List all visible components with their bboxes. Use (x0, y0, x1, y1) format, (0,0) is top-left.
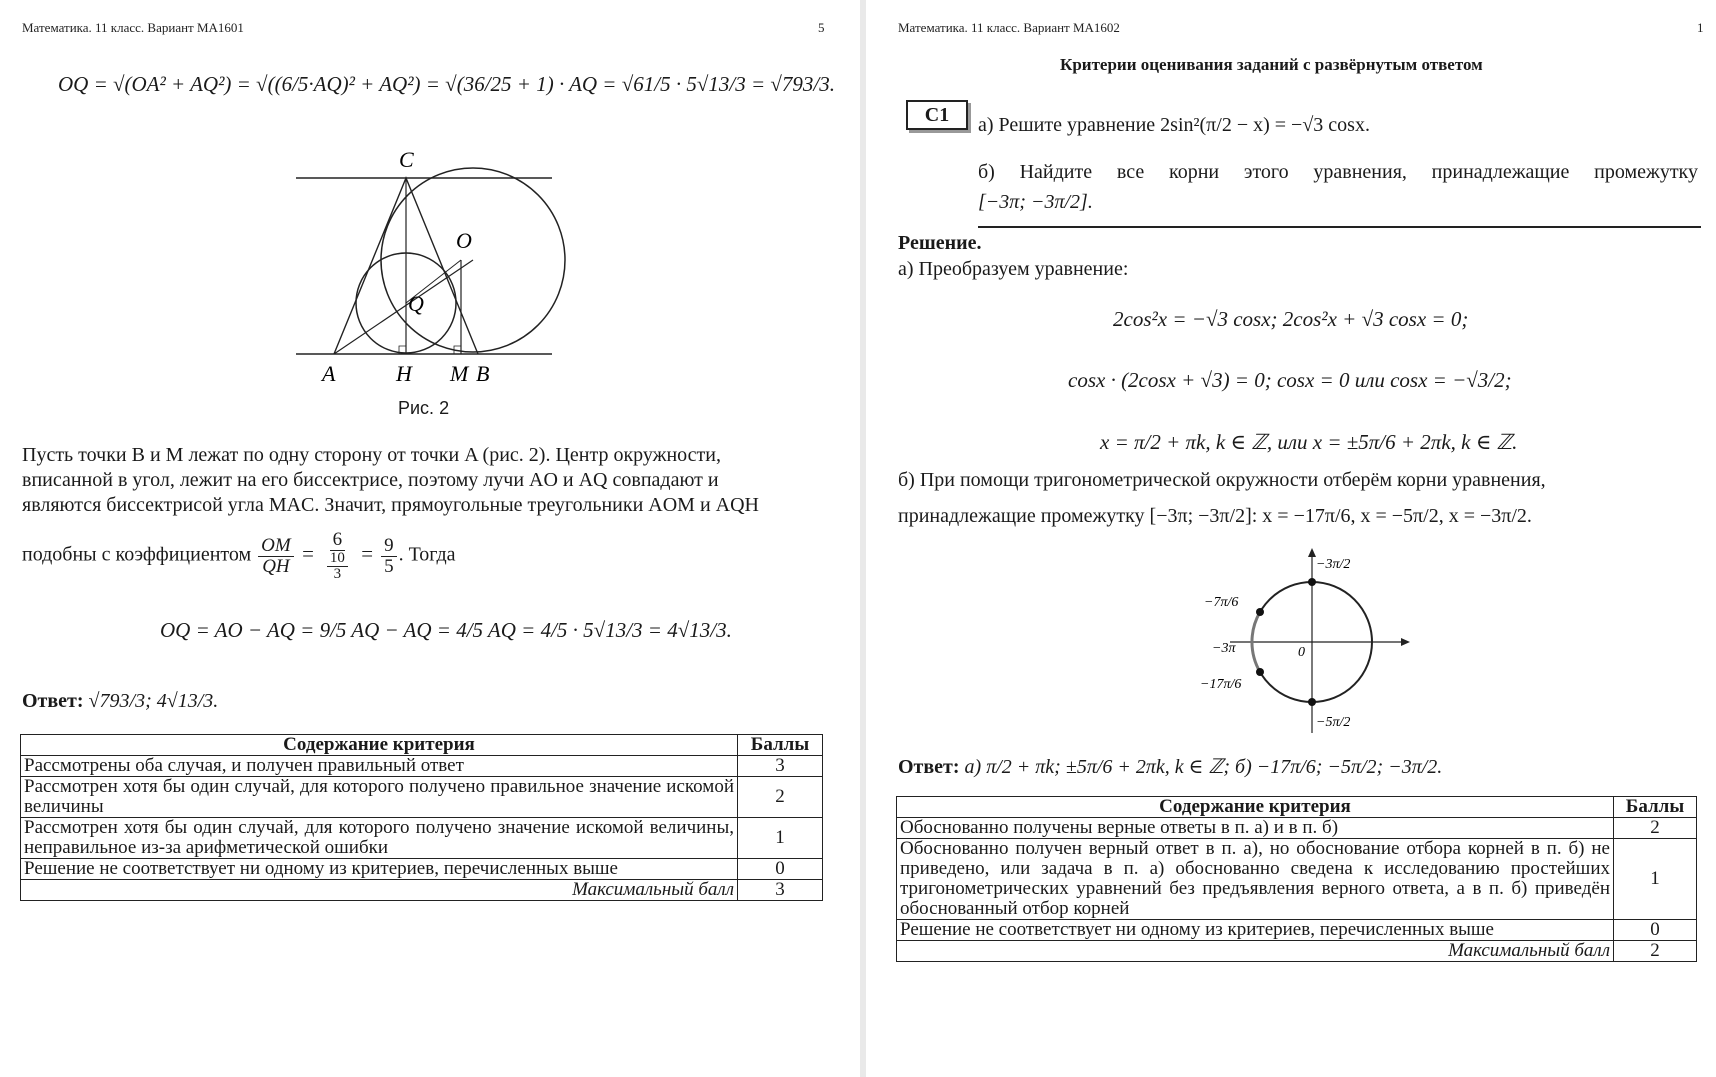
solution-a: а) Преобразуем уравнение: (898, 258, 1129, 280)
paragraph-line-3: являются биссектрисой угла MAC. Значит, прямоугольные треугольники AOM и AQH (22, 494, 759, 516)
criterion-text: Решение не соответствует ни одному из критериев, перечисленных выше (21, 859, 738, 880)
left-answer-label: Ответ: (22, 690, 84, 712)
max-score-label: Максимальный балл (897, 941, 1614, 962)
paragraph-line-2: вписанной в угол, лежит на его биссектрисе, поэтому лучи AO и AQ совпадают и (22, 469, 719, 491)
label-q: Q (408, 291, 424, 316)
left-answer-value: √793/3; 4√13/3. (88, 690, 219, 712)
table-row (897, 818, 1697, 839)
max-score-label: Максимальный балл (21, 880, 738, 901)
criterion-points: 2 (1614, 818, 1697, 839)
criterion-text: Обоснованно получен верный ответ в п. а), но обоснование отбора корней в п. б) не приведено, или задача в п. а) обоснованно сведена к исследованию простейших тригонометрических уравнений без предъявления верного ответа, а в п. б) приведён обоснованный отбор корней (897, 839, 1614, 920)
table-row (21, 859, 823, 880)
max-score-value: 3 (738, 880, 823, 901)
paragraph-line-4: подобны с коэффициентом $\frac{OM}{QH}$ = $\frac{6}{\frac{10}{3}}$ = $\frac{9}{5}$ . Тогда (22, 529, 456, 582)
equation-3: x = π/2 + πk, k ∈ ℤ, или x = ±5π/6 + 2πk, k ∈ ℤ. (1100, 430, 1518, 454)
label-minus-3pi: −3π (1212, 641, 1236, 656)
x-axis-arrow (1401, 638, 1410, 646)
label-o: O (456, 228, 472, 253)
task-b-line-1: б) Найдите все корни этого уравнения, принадлежащие промежутку (978, 161, 1698, 183)
oq-second-formula: OQ = AO − AQ = 9/5 AQ − AQ = 4/5 AQ = 4/5 · 5√13/3 = 4√13/3. (160, 618, 732, 642)
equation-1: 2cos²x = −√3 cosx; 2cos²x + √3 cosx = 0; (1113, 307, 1469, 331)
paragraph-line-1: Пусть точки B и M лежат по одну сторону от точки A (рис. 2). Центр окружности, (22, 444, 721, 466)
label-minus-3pi-2: −3π/2 (1316, 557, 1351, 572)
solution-b-line-2: принадлежащие промежутку [−3π; −3π/2]: x = −17π/6, x = −5π/2, x = −3π/2. (898, 505, 1532, 527)
figure-2 (290, 140, 570, 395)
criterion-points: 2 (738, 777, 823, 818)
label-b: B (476, 361, 490, 386)
criterion-points: 1 (1614, 839, 1697, 920)
criterion-text: Рассмотрен хотя бы один случай, для которого получено правильное значение искомой величины (21, 777, 738, 818)
left-table-header-points: Баллы (738, 735, 823, 756)
equation-2: cosx · (2cosx + √3) = 0; cosx = 0 или cosx = −√3/2; (1068, 368, 1512, 392)
left-criteria-table (20, 734, 823, 901)
task-b-line-2: [−3π; −3π/2]. (978, 191, 1093, 213)
bisector-ao (334, 260, 473, 354)
table-row (897, 920, 1697, 941)
criteria-title: Критерии оценивания заданий с развёрнутым ответом (1060, 55, 1483, 74)
ratio-rhs: $\frac{9}{5}$ (381, 536, 397, 577)
criterion-points: 0 (1614, 920, 1697, 941)
right-table-header-criteria: Содержание критерия (897, 797, 1614, 818)
criterion-text: Обоснованно получены верные ответы в п. а) и в п. б) (897, 818, 1614, 839)
label-h: H (396, 361, 412, 386)
left-answer (22, 689, 218, 713)
solution-label: Решение. (898, 232, 982, 254)
label-minus-5pi-2: −5π/2 (1316, 715, 1351, 730)
table-row-max (21, 880, 823, 901)
y-axis-arrow (1308, 548, 1316, 557)
table-row-max (897, 941, 1697, 962)
figure-caption: Рис. 2 (398, 398, 450, 418)
right-header: Математика. 11 класс. Вариант МА1602 (898, 20, 1120, 35)
paragraph-line-4-text: подобны с коэффициентом (22, 543, 252, 566)
right-table-header-points: Баллы (1614, 797, 1697, 818)
right-answer-value: а) π/2 + πk; ±5π/6 + 2πk, k ∈ ℤ; б) −17π/6; −5π/2; −3π/2. (964, 756, 1443, 778)
max-score-value: 2 (1614, 941, 1697, 962)
criterion-points: 1 (738, 818, 823, 859)
right-criteria-table (896, 796, 1697, 962)
criterion-text: Рассмотрены оба случая, и получен правильный ответ (21, 756, 738, 777)
solution-b-line-1: б) При помощи тригонометрической окружности отберём корни уравнения, (898, 469, 1546, 491)
paragraph-tail: . Тогда (398, 543, 456, 566)
label-m: M (450, 361, 469, 386)
point-minus-7pi-6 (1256, 608, 1264, 616)
trig-circle-figure (1200, 548, 1420, 738)
criterion-points: 3 (738, 756, 823, 777)
point-minus-3pi-2 (1308, 578, 1316, 586)
right-answer (898, 755, 1442, 779)
left-table-header-criteria: Содержание критерия (21, 735, 738, 756)
task-a: а) Решите уравнение 2sin²(π/2 − x) = −√3 cosx. (978, 114, 1370, 136)
ratio-mid: $\frac{6}{\frac{10}{3}}$ (322, 530, 353, 582)
left-page-number: 5 (818, 20, 825, 35)
task-label-box: C1 (906, 100, 968, 130)
criterion-text: Решение не соответствует ни одному из критериев, перечисленных выше (897, 920, 1614, 941)
left-header: Математика. 11 класс. Вариант МА1601 (22, 20, 244, 35)
table-row (21, 818, 823, 859)
label-minus-17pi-6: −17π/6 (1200, 677, 1242, 692)
label-minus-7pi-6: −7π/6 (1204, 595, 1239, 610)
right-answer-label: Ответ: (898, 756, 960, 778)
criterion-text: Рассмотрен хотя бы один случай, для которого получено значение искомой величины, неправильное из-за арифметической ошибки (21, 818, 738, 859)
label-zero: 0 (1298, 645, 1305, 660)
label-c: C (399, 147, 414, 172)
right-page-number: 1 (1697, 20, 1704, 35)
criterion-points: 0 (738, 859, 823, 880)
point-minus-17pi-6 (1256, 668, 1264, 676)
oq-formula: OQ = √(OA² + AQ²) = √((6/5·AQ)² + AQ²) = √(36/25 + 1) · AQ = √61/5 · 5√13/3 = √793/3. (58, 72, 835, 96)
point-minus-5pi-2 (1308, 698, 1316, 706)
task-rule (978, 226, 1701, 228)
table-row (21, 777, 823, 818)
label-a: A (322, 361, 336, 386)
table-row (21, 756, 823, 777)
table-row (897, 839, 1697, 920)
ratio-lhs: $\frac{OM}{QH}$ (258, 536, 294, 577)
